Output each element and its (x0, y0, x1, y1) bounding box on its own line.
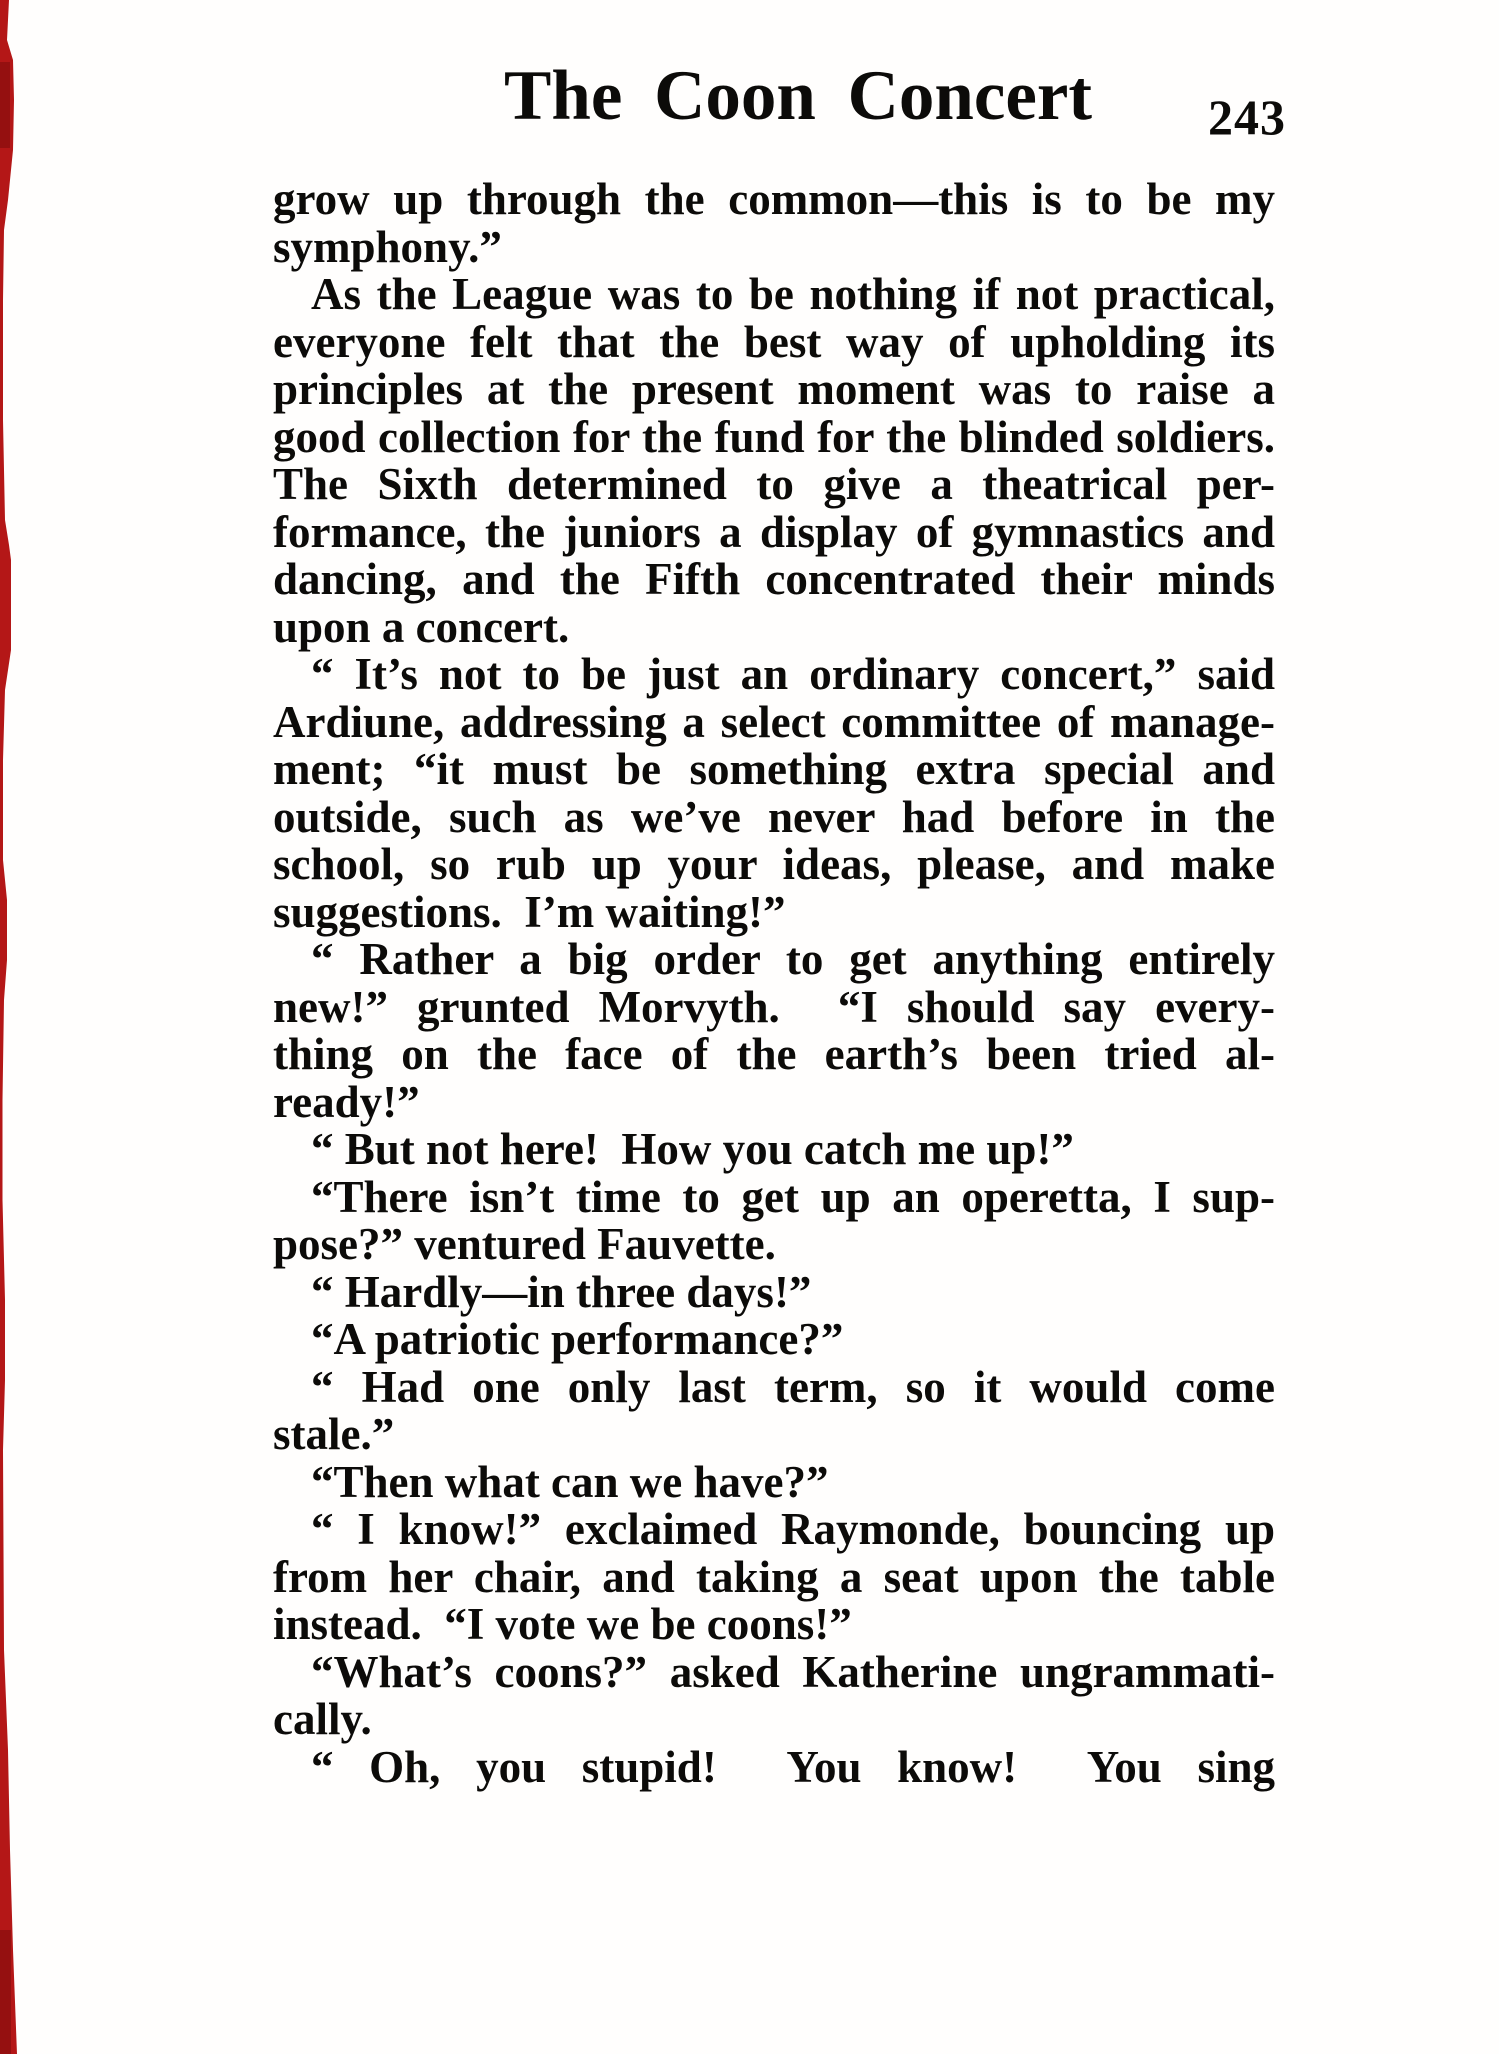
text-line: dancing, and the Fifth concentrated their minds (273, 554, 1275, 604)
text-line: “What’s coons?” asked Katherine ungrammati- (311, 1646, 1275, 1697)
text-line: “ Oh, you stupid! You know! You sing (311, 1741, 1275, 1792)
text-line: “There isn’t time to get up an operetta, I sup- (311, 1171, 1275, 1222)
text-line: “ It’s not to be just an ordinary concert,” said (311, 649, 1275, 699)
text-line: “Then what can we have?” (311, 1456, 829, 1507)
text-line: “ I know!” exclaimed Raymonde, bouncing up (311, 1504, 1275, 1554)
text-line: symphony.” (273, 221, 502, 272)
text-line: cally. (273, 1694, 372, 1744)
text-line: stale.” (273, 1409, 395, 1459)
text-line: “ Had one only last term, so it would come (311, 1361, 1275, 1412)
text-line: grow up through the common—this is to be my (273, 174, 1275, 224)
text-line: Ardiune, addressing a select committee of manage- (273, 696, 1275, 747)
text-line: As the League was to be nothing if not practical, (311, 269, 1275, 319)
text-line: “ But not here! How you catch me up!” (311, 1124, 1074, 1174)
body-text (273, 176, 1275, 1791)
text-line: outside, such as we’ve never had before in the (273, 791, 1275, 842)
text-line: thing on the face of the earth’s been tried al- (273, 1029, 1275, 1079)
text-line: formance, the juniors a display of gymnastics and (273, 506, 1275, 557)
text-line: The Sixth determined to give a theatrical per- (273, 459, 1275, 509)
text-line: from her chair, and taking a seat upon the table (273, 1551, 1275, 1602)
text-line: “ Rather a big order to get anything entirely (311, 934, 1275, 984)
text-line: upon a concert. (273, 601, 570, 652)
text-line: instead. “I vote we be coons!” (273, 1599, 852, 1649)
scan-edge-artifact (0, 0, 24, 2054)
text-line: “ Hardly—in three days!” (311, 1266, 812, 1317)
text-line: everyone felt that the best way of upholding its (273, 316, 1275, 367)
chapter-title: The Coon Concert (504, 57, 1093, 135)
text-line: “A patriotic performance?” (311, 1314, 844, 1364)
text-line: ment; “it must be something extra special and (273, 744, 1275, 794)
text-line: good collection for the fund for the blinded soldiers. (273, 411, 1275, 462)
text-line: suggestions. I’m waiting!” (273, 886, 786, 937)
text-line: pose?” ventured Fauvette. (273, 1219, 776, 1269)
text-line: principles at the present moment was to raise a (273, 364, 1275, 414)
text-line: school, so rub up your ideas, please, and make (273, 839, 1275, 889)
text-line: new!” grunted Morvyth. “I should say every- (273, 981, 1275, 1032)
page-number: 243 (1208, 89, 1286, 145)
text-line: ready!” (273, 1076, 420, 1127)
